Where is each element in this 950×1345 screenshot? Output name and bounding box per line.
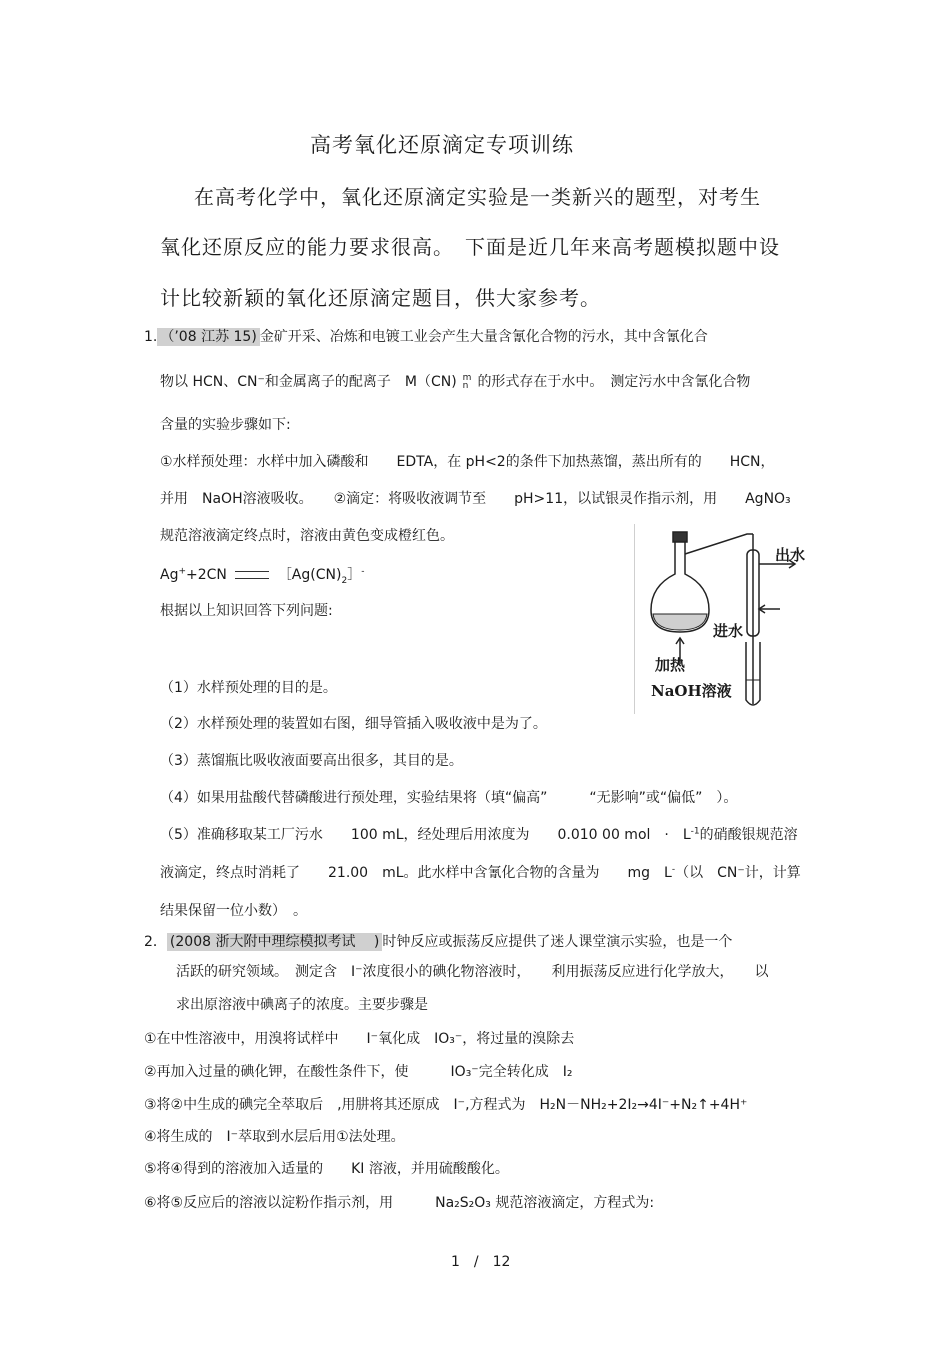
eq-cn: +2CN [186, 567, 227, 583]
q2-line-3: 求出原溶液中碘离子的浓度。主要步骤是 [176, 997, 428, 1013]
distillation-apparatus-figure [634, 524, 811, 714]
q1-s5-a: （5）准确移取某工厂污水 100 mL，经处理后用浓度为 0.010 00 mol · L [160, 827, 691, 843]
intro-line-2: 氧化还原反应的能力要求很高。 下面是近几年来高考题模拟题中设 [160, 235, 780, 259]
q1-line-1 [144, 326, 708, 346]
intro-line-1: 在高考化学中，氧化还原滴定实验是一类新兴的题型，对考生 [194, 185, 761, 209]
q2-step-4: ④将生成的 I⁻萃取到水层后用①法处理。 [144, 1129, 405, 1145]
figure-label-inlet: 进水 [713, 622, 744, 640]
q1-sup-m: m [462, 373, 472, 383]
q1-sub-question-2: （2）水样预处理的装置如右图，细导管插入吸收液中是为了。 [160, 716, 547, 732]
q2-line-1 [144, 931, 732, 951]
q1-text-1: 金矿开采、冶炼和电镀工业会产生大量含氰化合物的污水，其中含氰化合 [259, 329, 708, 345]
q1-s6-b: （以 CN⁻计，计算 [675, 865, 801, 881]
q1-sub-question-5 [160, 824, 798, 844]
q2-line-2: 活跃的研究领域。 测定含 I⁻浓度很小的碘化物溶液时， 利用振荡反应进行化学放大， 以 [176, 964, 769, 980]
eq-ag-charge: + [178, 566, 187, 577]
q1-sub-n: n [462, 381, 469, 391]
q1-equation [160, 564, 364, 586]
q1-line-8: 根据以上知识回答下列问题: [160, 603, 333, 619]
q1-s5-sup: -1 [690, 826, 700, 837]
q2-step-6: ⑥将⑤反应后的溶液以淀粉作指示剂，用 Na₂S₂O₃ 规范溶液滴定，方程式为: [144, 1195, 655, 1211]
q1-line-3: 含量的实验步骤如下: [160, 417, 291, 433]
q1-sub-question-5-end: 结果保留一位小数） 。 [160, 903, 307, 919]
q1-s5-b: 的硝酸银规范溶 [699, 827, 798, 843]
q1-s6-sup: - [671, 864, 676, 875]
q1-text-2: 物以 HCN、CN⁻和金属离子的配离子 M（CN) [160, 374, 457, 390]
eq-bracket: ］ [347, 567, 362, 583]
q1-number: 1. [144, 329, 158, 345]
q2-step-3: ③将②中生成的碘完全萃取后 ,用肼将其还原成 I⁻,方程式为 H₂N－NH₂+2I₂→4I⁻+N₂↑+4H⁺ [144, 1097, 748, 1113]
q1-text-2-tail: 的形式存在于水中。 测定污水中含氰化合物 [477, 374, 751, 390]
q1-sub-question-3: （3）蒸馏瓶比吸收液面要高出很多，其目的是。 [160, 753, 463, 769]
q1-line-2 [160, 371, 750, 391]
q2-text-1: 时钟反应或振荡反应提供了迷人课堂演示实验，也是一个 [382, 934, 733, 950]
q1-sub-question-4: （4）如果用盐酸代替磷酸进行预处理，实验结果将（填“偏高” “无影响”或“偏低” ）。 [160, 790, 738, 806]
figure-label-naoh: NaOH溶液 [651, 682, 732, 700]
eq-complex: ［Ag(CN) [277, 567, 342, 583]
q2-step-2: ②再加入过量的碘化钾，在酸性条件下，使 IO₃⁻完全转化成 I₂ [144, 1064, 573, 1080]
page-number: 1 / 12 [451, 1254, 511, 1270]
q2-source: (2008 浙大附中理综模拟考试 ) [167, 933, 382, 951]
figure-label-outlet: 出水 [775, 546, 806, 564]
eq-complex-sub: 2 [341, 575, 348, 586]
equals-sign-icon [235, 571, 269, 579]
q2-step-1: ①在中性溶液中，用溴将试样中 I⁻氧化成 IO₃⁻，将过量的溴除去 [144, 1031, 575, 1047]
q2-number: 2． [144, 934, 167, 950]
eq-complex-charge: - [361, 566, 365, 577]
q1-line-5: 并用 NaOH溶液吸收。 ②滴定：将吸收液调节至 pH>11，以试银灵作指示剂，用 AgNO₃ [160, 491, 791, 507]
intro-line-3: 计比较新颖的氧化还原滴定题目，供大家参考。 [160, 286, 601, 310]
document-title: 高考氧化还原滴定专项训练 [310, 133, 574, 157]
q1-s6-a: 液滴定，终点时消耗了 21.00 mL。此水样中含氰化合物的含量为 mg L [160, 865, 672, 881]
q1-source: （’08 江苏 15) [157, 328, 259, 346]
q1-line-6: 规范溶液滴定终点时，溶液由黄色变成橙红色。 [160, 528, 454, 544]
q1-line-4: ①水样预处理：水样中加入磷酸和 EDTA，在 pH<2的条件下加热蒸馏，蒸出所有的 HCN， [160, 454, 775, 470]
q2-step-5: ⑤将④得到的溶液加入适量的 KI 溶液，并用硫酸酸化。 [144, 1161, 509, 1177]
q1-sub-question-5-cont [160, 862, 801, 882]
q1-sub-question-1: （1）水样预处理的目的是。 [160, 680, 337, 696]
figure-label-heat: 加热 [655, 656, 686, 674]
eq-ag: Ag [160, 567, 179, 583]
